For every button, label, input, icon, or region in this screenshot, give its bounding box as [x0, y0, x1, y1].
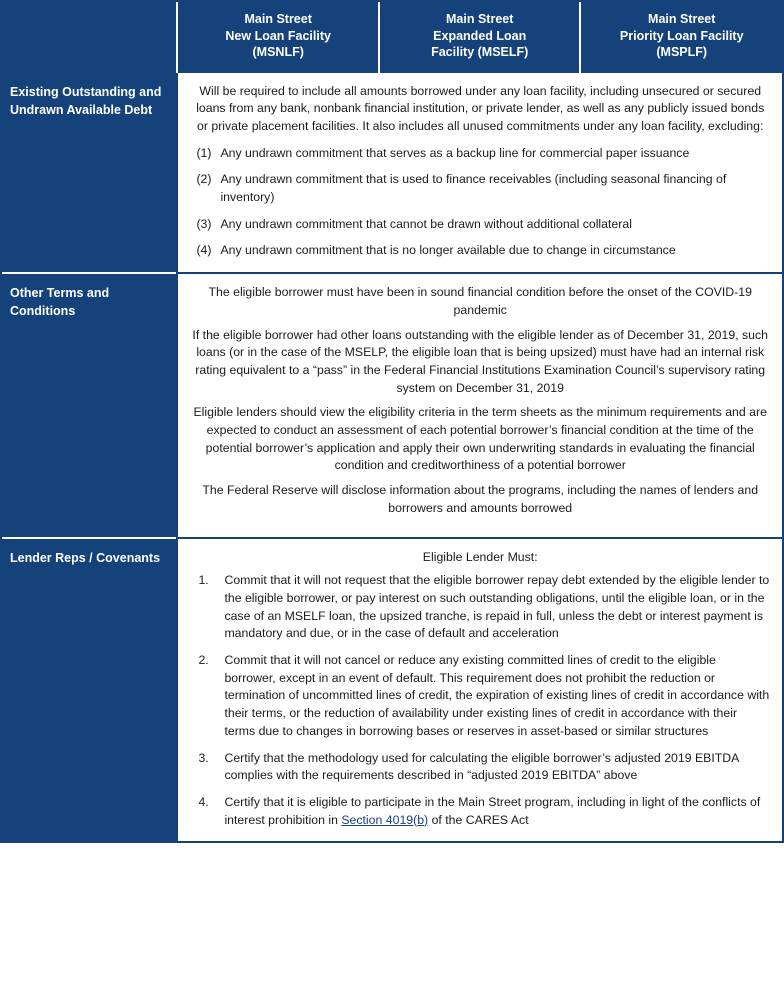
header-corner-cell — [2, 2, 177, 72]
column-header-msplf-line1: Main Street — [648, 12, 716, 26]
list-item-text: Commit that it will not cancel or reduce any existing committed lines of credit to the eligible borrower, except in an event of default. This requirement does not prohibit the reduction or termination of uncommitted lines of credit, the expiration of existing lines of credit in accordance with their terms, or the reduction of availability under existing lines of credit in accordance with their terms due to changes in borrowing bases or reserves in asset-based or similar structures — [224, 653, 770, 738]
list-item-text-after: of the CARES Act — [428, 812, 529, 827]
list-item-marker: 3. — [198, 750, 209, 765]
list-item-marker: (2) — [196, 172, 212, 187]
row-content-lender-reps — [177, 538, 782, 842]
list-item-text-before: Certify that it is eligible to participate in the Main Street program, including in light of the conflicts of interest prohibition in — [224, 795, 761, 827]
list-item-marker: (3) — [196, 216, 212, 231]
column-header-mself-line3: Facility (MSELF) — [431, 45, 529, 59]
other-terms-paragraph-3: Eligible lenders should view the eligibility criteria in the term sheets as the minimum requirements and are expected to conduct an assessment of each potential borrower’s financial condition at the time of the potential borrower’s application and apply their own underwriting standards in evaluating the financial condition and creditworthiness of a potential borrower — [193, 405, 767, 473]
row-label-lender-reps: Lender Reps / Covenants — [2, 538, 177, 842]
column-header-msnlf-line3: (MSNLF) — [252, 45, 304, 59]
column-header-msplf-line2: Priority Loan Facility — [619, 28, 744, 43]
facility-comparison-table — [2, 2, 782, 841]
column-header-msnlf-line2: New Loan Facility — [225, 28, 331, 43]
list-item — [190, 171, 770, 206]
list-item-text: Any undrawn commitment that is no longer available due to change in circumstance — [220, 243, 676, 258]
list-item-text: Any undrawn commitment that cannot be drawn without additional collateral — [220, 216, 632, 231]
lender-reps-list — [190, 572, 770, 829]
list-item — [190, 750, 770, 785]
column-header-mself-line1: Main Street — [446, 12, 514, 26]
list-item — [190, 794, 770, 829]
list-item — [190, 145, 770, 163]
existing-debt-list — [190, 145, 770, 261]
column-header-msnlf — [177, 2, 379, 72]
table-header — [2, 2, 782, 72]
list-item-marker: 2. — [198, 653, 209, 668]
list-item-marker: 4. — [198, 795, 209, 809]
list-item-marker: (1) — [196, 145, 212, 160]
column-header-mself-line2: Expanded Loan — [433, 28, 527, 43]
row-content-other-terms — [177, 273, 782, 537]
column-header-mself — [379, 2, 581, 72]
existing-debt-intro: Will be required to include all amounts borrowed under any loan facility, including unsecured or secured loans from any bank, nonbank financial institution, or private lender, as well as any publicly issued bonds or private placement facilities. It also includes all unused commitments under any loan facility, excluding: — [196, 83, 765, 133]
table-body — [2, 72, 782, 842]
list-item-text-with-link — [224, 794, 770, 829]
list-item-text: Certify that the methodology used for calculating the eligible borrower’s adjusted 2019 EBITDA complies with the requirements described in “adjusted 2019 EBITDA” above — [224, 750, 739, 783]
list-item-text: Any undrawn commitment that serves as a backup line for commercial paper issuance — [220, 145, 690, 160]
lender-reps-intro: Eligible Lender Must: — [422, 549, 538, 564]
row-label-existing-debt: Existing Outstanding and Undrawn Available Debt — [2, 72, 177, 274]
list-item-text: Commit that it will not request that the eligible borrower repay debt extended by the eligible lender to the eligible borrower, or pay interest on such outstanding obligations, until the eligible loan, or in the case of an MSELF loan, the upsized tranche, is repaid in full, unless the debt or interest payment is mandatory and due, or in the case of default and acceleration — [224, 573, 770, 641]
column-header-msplf — [580, 2, 782, 72]
column-header-msplf-line3: (MSPLF) — [656, 45, 708, 59]
list-item-marker: 1. — [198, 573, 209, 588]
table-row-lender-reps — [2, 538, 782, 842]
other-terms-paragraph-1: The eligible borrower must have been in sound financial condition before the onset of the COVID-19 pandemic — [208, 285, 752, 317]
column-header-msnlf-line1: Main Street — [244, 12, 312, 26]
list-item — [190, 652, 770, 741]
table-row-other-terms — [2, 273, 782, 537]
other-terms-paragraph-2: If the eligible borrower had other loans outstanding with the eligible lender as of December 31, 2019, such loans (or in the case of the MSELP, the eligible loan that is being upsized) must have had an internal risk rating equivalent to a “pass” in the Federal Financial Institutions Examination Council’s supervisory rating system on December 31, 2019 — [192, 327, 768, 395]
row-content-existing-debt — [177, 72, 782, 274]
other-terms-paragraph-4: The Federal Reserve will disclose information about the programs, including the names of lenders and borrowers and amounts borrowed — [202, 483, 759, 515]
list-item — [190, 216, 770, 234]
list-item-text: Any undrawn commitment that is used to finance receivables (including seasonal financing of inventory) — [220, 172, 727, 205]
list-item-marker: (4) — [196, 243, 212, 258]
section-4019b-link[interactable]: Section 4019(b) — [341, 812, 429, 827]
row-label-other-terms: Other Terms and Conditions — [2, 273, 177, 537]
list-item — [190, 572, 770, 643]
list-item — [190, 242, 770, 260]
table-row-existing-debt — [2, 72, 782, 274]
